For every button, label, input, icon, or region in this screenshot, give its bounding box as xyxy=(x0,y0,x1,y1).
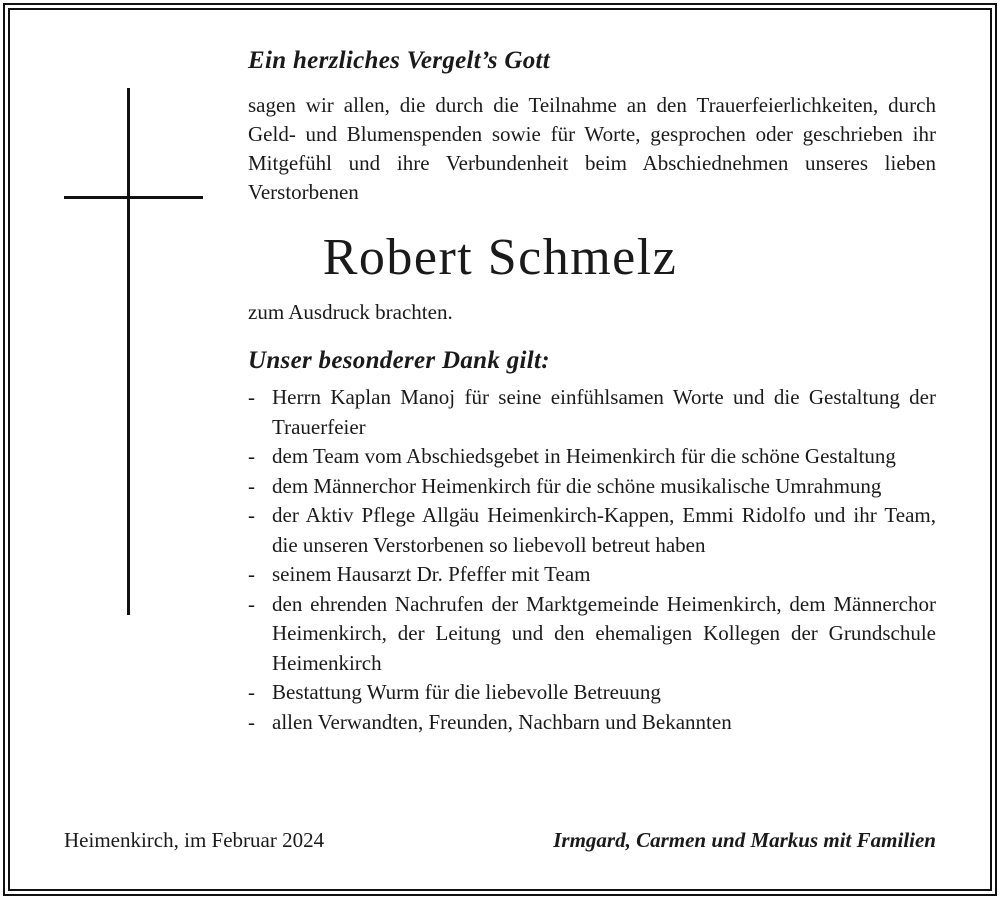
dash-bullet: - xyxy=(248,709,255,734)
list-item xyxy=(248,678,936,708)
list-item-text: seinem Hausarzt Dr. Pfeffer mit Team xyxy=(272,562,591,586)
cross-horizontal-bar xyxy=(64,196,203,199)
signature: Irmgard, Carmen und Markus mit Familien xyxy=(553,828,936,852)
list-item-text: dem Team vom Abschiedsgebet in Heimenkirch für die schöne Gestaltung xyxy=(272,444,896,468)
list-item xyxy=(248,560,936,590)
thanks-title: Ein herzliches Vergelt’s Gott xyxy=(248,47,551,74)
special-thanks-heading: Unser besonderer Dank gilt: xyxy=(248,347,550,374)
list-item xyxy=(248,501,936,560)
dash-bullet: - xyxy=(248,503,255,527)
list-item xyxy=(248,472,936,502)
list-item-text: allen Verwandten, Freunden, Nachbarn und Bekannten xyxy=(272,709,732,734)
list-item-text: Herrn Kaplan Manoj für seine einfühlsamen Worte und die Gestaltung der Trauerfeier xyxy=(272,385,936,439)
dash-bullet: - xyxy=(248,680,255,704)
list-item xyxy=(248,590,936,679)
list-item xyxy=(248,442,936,472)
thanks-list xyxy=(248,383,936,737)
list-item xyxy=(248,708,936,738)
dash-bullet: - xyxy=(248,473,255,498)
place-date: Heimenkirch, im Februar 2024 xyxy=(64,828,325,852)
list-item xyxy=(248,383,936,442)
cross-vertical-bar xyxy=(127,88,130,615)
dash-bullet: - xyxy=(248,385,255,409)
deceased-name: Robert Schmelz xyxy=(322,229,678,286)
list-item-text: den ehrenden Nachrufen der Marktgemeinde Heimenkirch, dem Männerchor Heimenkirch, der Leitung und den ehemaligen Kollegen der Grundschule Heimenkirch xyxy=(272,591,936,675)
list-item-text: der Aktiv Pflege Allgäu Heimenkirch-Kappen, Emmi Ridolfo und ihr Team, die unseren Verstorbenen so liebevoll betreut haben xyxy=(272,503,936,557)
after-name-text: zum Ausdruck brachten. xyxy=(248,300,453,324)
list-item-text: dem Männerchor Heimenkirch für die schöne musikalische Umrahmung xyxy=(272,473,882,498)
dash-bullet: - xyxy=(248,591,255,616)
list-item-text: Bestattung Wurm für die liebevolle Betreuung xyxy=(272,680,661,704)
intro-paragraph: sagen wir allen, die durch die Teilnahme an den Trauerfeierlichkeiten, durch Geld- und Blumenspenden sowie für Worte, gesprochen oder geschrieben ihr Mitgefühl und ihre Verbundenheit beim Abschiednehmen unseres lieben Verstorbenen xyxy=(248,93,936,204)
dash-bullet: - xyxy=(248,444,255,468)
dash-bullet: - xyxy=(248,562,255,586)
